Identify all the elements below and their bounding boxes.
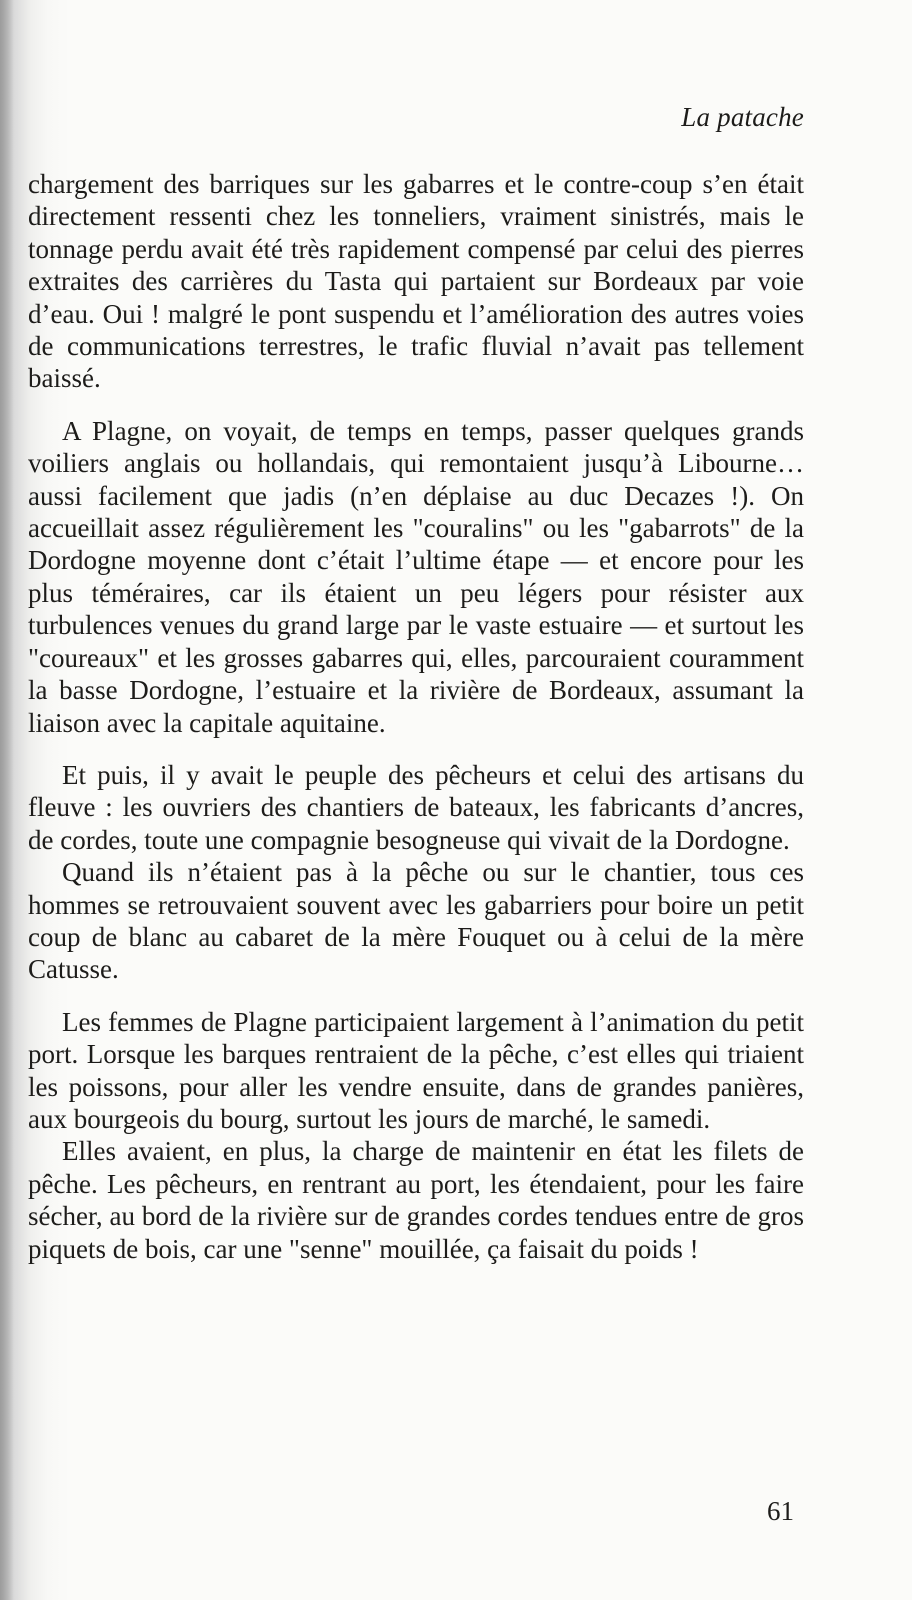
page-number: 61 [767, 1496, 794, 1526]
running-head: La patache [681, 102, 804, 132]
paragraph-2: A Plagne, on voyait, de temps en temps, passer quelques grands voiliers anglais ou hollandais, qui remontaient jusqu’à Libourne… aussi facilement que jadis (n’en déplaise au duc Decazes !). On accueillait assez régulièrement les "couralins" ou les "gabarrots" de la Dordogne moyenne dont c’était l’ultime étape — et encore pour les plus téméraires, car ils étaient un peu légers pour résister aux turbulences venues du grand large par le vaste estuaire — et surtout les "coureaux" et les grosses gabarres qui, elles, parcouraient couramment la basse Dordogne, l’estuaire et la rivière de Bordeaux, assumant la liaison avec la capitale aquitaine. [28, 415, 804, 738]
paragraph-1: chargement des barriques sur les gabarres et le contre-coup s’en était directement ressenti chez les tonneliers, vraiment sinistrés, mais le tonnage perdu avait été très rapidement compensé par celui des pierres extraites des carrières du Tasta qui partaient sur Bordeaux par voie d’eau. Oui ! malgré le pont suspendu et l’amélioration des autres voies de communications terrestres, le trafic fluvial n’avait pas tellement baissé. [28, 169, 804, 394]
binding-gutter-shadow [0, 0, 14, 1600]
body-text [28, 168, 804, 1265]
paragraph-4: Quand ils n’étaient pas à la pêche ou sur le chantier, tous ces hommes se retrouvaient souvent avec les gabarriers pour boire un petit coup de blanc au cabaret de la mère Fouquet ou à celui de la mère Catusse. [28, 857, 804, 985]
paragraph-6: Elles avaient, en plus, la charge de maintenir en état les filets de pêche. Les pêcheurs, en rentrant au port, les étendaient, pour les faire sécher, au bord de la rivière sur de grandes cordes tendues entre de gros piquets de bois, car une "senne" mouillée, ça faisait du poids ! [28, 1136, 804, 1264]
paragraph-3: Et puis, il y avait le peuple des pêcheurs et celui des artisans du fleuve : les ouvriers des chantiers de bateaux, les fabricants d’ancres, de cordes, toute une compagnie besogneuse qui vivait de la Dordogne. [28, 759, 804, 855]
paragraph-5: Les femmes de Plagne participaient largement à l’animation du petit port. Lorsque les barques rentraient de la pêche, c’est elles qui triaient les poissons, pour aller les vendre ensuite, dans de grandes panières, aux bourgeois du bourg, surtout les jours de marché, le samedi. [28, 1006, 804, 1134]
